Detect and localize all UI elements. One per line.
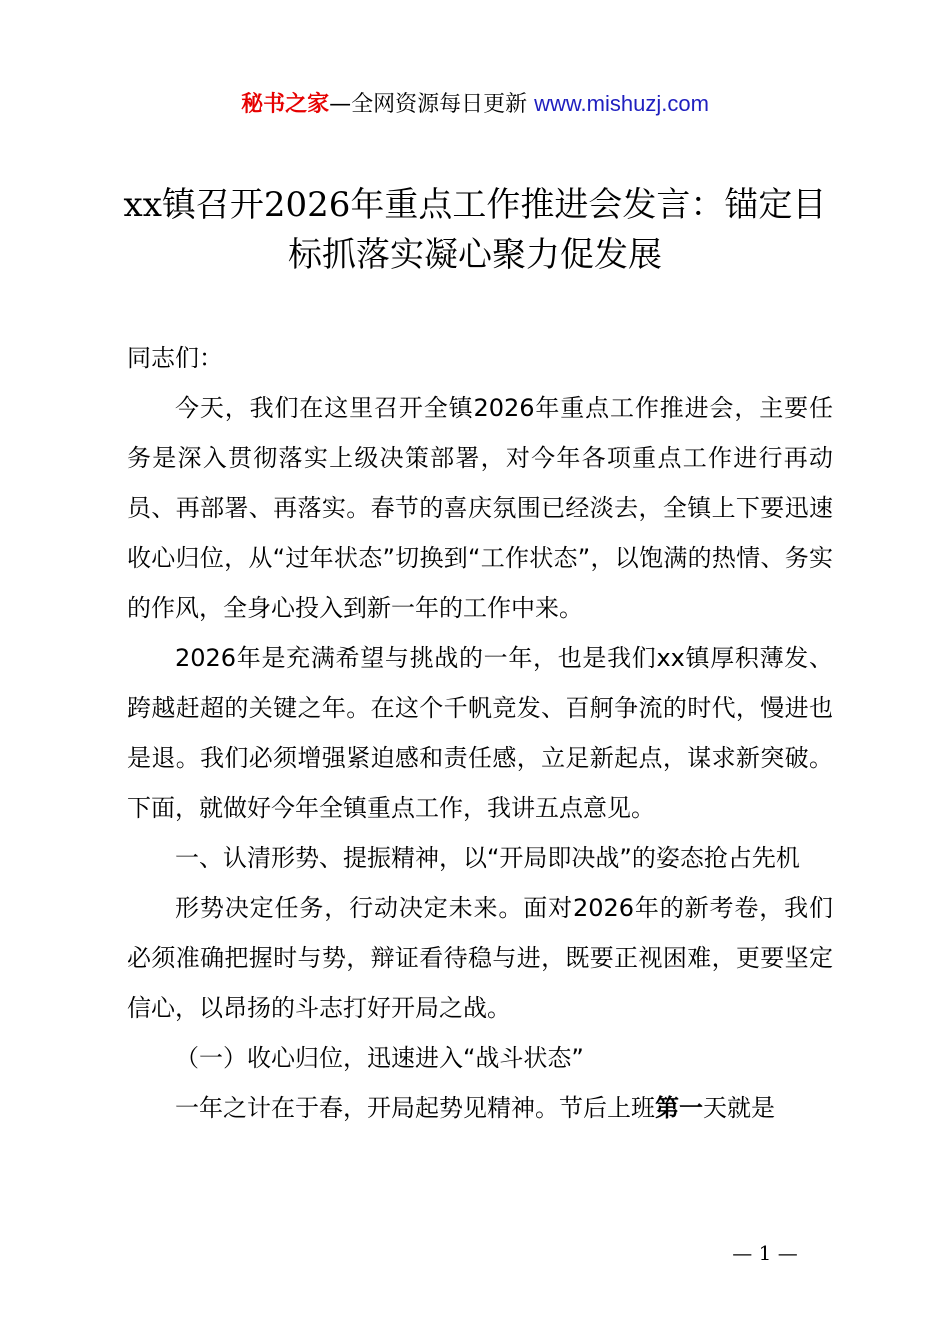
page-number: — 1 — <box>732 1241 798 1265</box>
document-title: xx镇召开2026年重点工作推进会发言：锚定目标抓落实凝心聚力促发展 <box>123 185 827 275</box>
paragraph: 形势决定任务，行动决定未来。面对2026年的新考卷，我们必须准确把握时与势，辩证看待稳与进，既要正视困难，更要坚定信心，以昂扬的斗志打好开局之战。 <box>127 894 833 1022</box>
salutation: 同志们： <box>127 344 223 372</box>
site-name: 秘书之家 <box>241 92 330 117</box>
subsection-heading: （一）收心归位，迅速进入“战斗状态” <box>175 1044 584 1072</box>
paragraph: 2026年是充满希望与挑战的一年，也是我们xx镇厚积薄发、跨越赶超的关键之年。在这个千帆竞发、百舸争流的时代，慢进也是退。我们必须增强紧迫感和责任感，立足新起点，谋求新突破。下面，就做好今年全镇重点工作，我讲五点意见。 <box>127 644 833 822</box>
site-tagline: —全网资源每日更新 <box>329 92 535 117</box>
paragraph-text: 一年之计在于春，开局起势见精神。节后上班 <box>175 1094 655 1122</box>
site-header <box>0 88 950 121</box>
paragraph: 今天，我们在这里召开全镇2026年重点工作推进会，主要任务是深入贯彻落实上级决策部署，对今年各项重点工作进行再动员、再部署、再落实。春节的喜庆氛围已经淡去，全镇上下要迅速收心归位，从“过年状态”切换到“工作状态”，以饱满的热情、务实的作风，全身心投入到新一年的工作中来。 <box>127 394 833 622</box>
site-url[interactable]: www.mishuzj.com <box>534 91 709 116</box>
bold-text: 第一 <box>655 1094 703 1122</box>
paragraph <box>127 1083 833 1133</box>
section-heading: 一、认清形势、提振精神，以“开局即决战”的姿态抢占先机 <box>175 844 800 872</box>
document-body <box>127 333 833 1133</box>
paragraph-text: 天就是 <box>703 1094 775 1122</box>
